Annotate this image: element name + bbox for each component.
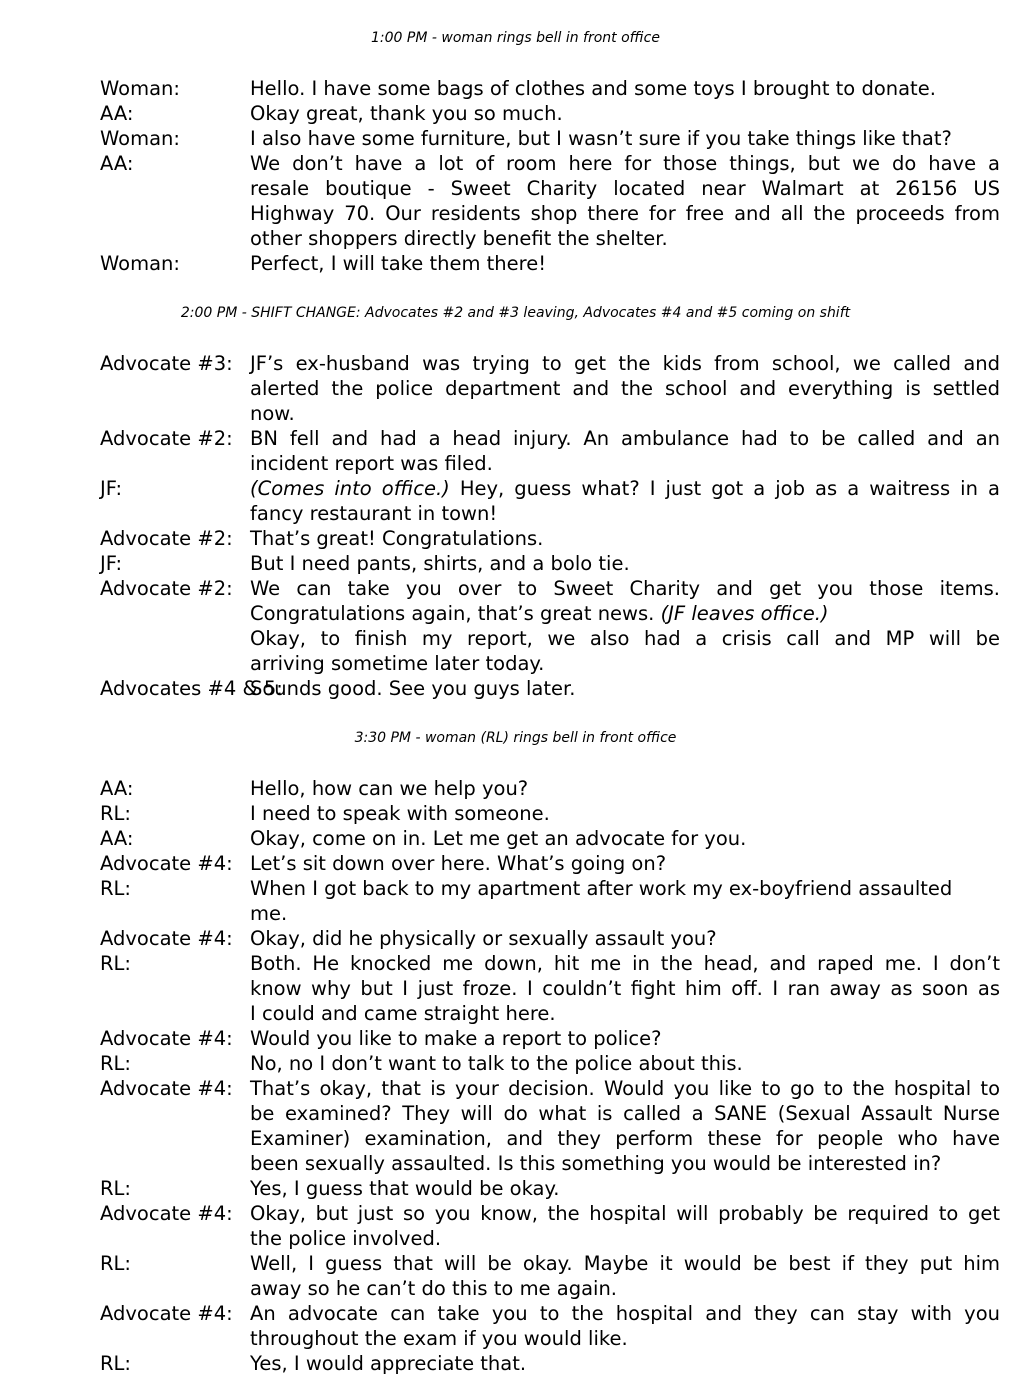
speaker-label: Advocate #4: — [100, 1027, 233, 1050]
speech-text: BN fell and had a head injury. An ambulance had to be called and an — [250, 427, 1000, 450]
speaker-label: JF: — [100, 552, 123, 575]
dialogue-line — [0, 101, 1031, 126]
dialogue-text — [250, 1026, 1000, 1051]
speech-text: Highway 70. Our residents shop there for free and all the proceeds from — [250, 202, 1000, 225]
dialogue-line — [0, 1176, 1031, 1201]
dialogue-line — [0, 1301, 1031, 1326]
speaker-label: RL: — [100, 1052, 131, 1075]
dialogue-text — [250, 1276, 1000, 1301]
speech-text: Hey, guess what? I just got a job as a waitress in a — [449, 477, 1000, 500]
dialogue-text — [250, 1076, 1000, 1101]
speech-text: the police involved. — [250, 1227, 442, 1250]
speech-text: fancy restaurant in town! — [250, 502, 498, 525]
dialogue-line — [0, 251, 1031, 276]
speech-text: I also have some furniture, but I wasn’t sure if you take things like that? — [250, 127, 952, 150]
speaker-label: RL: — [100, 1352, 131, 1375]
dialogue-line — [0, 901, 1031, 926]
speaker-label: Advocate #4: — [100, 1302, 233, 1325]
dialogue-line — [0, 476, 1031, 501]
dialogue-line — [0, 826, 1031, 851]
dialogue-line — [0, 551, 1031, 576]
dialogue-text — [250, 526, 1000, 551]
speech-text: alerted the police department and the school and everything is settled — [250, 377, 1000, 400]
speech-text: Okay, did he physically or sexually assault you? — [250, 927, 717, 950]
speech-text: But I need pants, shirts, and a bolo tie. — [250, 552, 630, 575]
speech-text: Well, I guess that will be okay. Maybe it would be best if they put him — [250, 1252, 1000, 1275]
dialogue-text — [250, 376, 1000, 401]
section-330pm-dialogue — [0, 776, 1031, 1376]
dialogue-line — [0, 651, 1031, 676]
dialogue-line — [0, 1226, 1031, 1251]
dialogue-text — [250, 926, 1000, 951]
dialogue-text — [250, 576, 1000, 601]
speech-text: other shoppers directly benefit the shelter. — [250, 227, 668, 250]
dialogue-text — [250, 451, 1000, 476]
dialogue-text — [250, 1351, 1000, 1376]
dialogue-text — [250, 551, 1000, 576]
speech-text: away so he can’t do this to me again. — [250, 1277, 618, 1300]
dialogue-line — [0, 576, 1031, 601]
dialogue-text — [250, 176, 1000, 201]
speech-text: Okay, to finish my report, we also had a crisis call and MP will be — [250, 627, 1000, 650]
dialogue-text — [250, 951, 1000, 976]
speaker-label: AA: — [100, 827, 134, 850]
stage-direction: (JF leaves office.) — [660, 602, 829, 625]
speech-text: Both. He knocked me down, hit me in the head, and raped me. I don’t — [250, 952, 1000, 975]
dialogue-line — [0, 76, 1031, 101]
dialogue-text — [250, 126, 1000, 151]
dialogue-text — [250, 426, 1000, 451]
speech-text: be examined? They will do what is called a SANE (Sexual Assault Nurse — [250, 1102, 1000, 1125]
speaker-label: RL: — [100, 1177, 131, 1200]
dialogue-text — [250, 101, 1000, 126]
speaker-label: Advocate #2: — [100, 577, 233, 600]
dialogue-text — [250, 476, 1000, 501]
dialogue-line — [0, 851, 1031, 876]
dialogue-line — [0, 1276, 1031, 1301]
dialogue-text — [250, 1126, 1000, 1151]
dialogue-text — [250, 151, 1000, 176]
dialogue-text — [250, 1001, 1000, 1026]
dialogue-line — [0, 601, 1031, 626]
speaker-label: Woman: — [100, 252, 180, 275]
speaker-label: RL: — [100, 1252, 131, 1275]
dialogue-line — [0, 676, 1031, 701]
dialogue-text — [250, 601, 1000, 626]
dialogue-line — [0, 1251, 1031, 1276]
dialogue-line — [0, 401, 1031, 426]
speech-text: Okay great, thank you so much. — [250, 102, 563, 125]
dialogue-line — [0, 1051, 1031, 1076]
speech-text: know why but I just froze. I couldn’t fight him off. I ran away as soon as — [250, 977, 1000, 1000]
stage-direction: (Comes into office.) — [250, 477, 450, 500]
dialogue-line — [0, 876, 1031, 901]
dialogue-text — [250, 76, 1000, 101]
speaker-label: Woman: — [100, 127, 180, 150]
dialogue-line — [0, 1126, 1031, 1151]
speaker-label: RL: — [100, 952, 131, 975]
speech-text: When I got back to my apartment after work my ex-boyfriend assaulted — [250, 877, 953, 900]
speech-text: That’s okay, that is your decision. Would you like to go to the hospital to — [250, 1077, 1000, 1100]
speech-text: resale boutique - Sweet Charity located near Walmart at 26156 US — [250, 177, 1000, 200]
speaker-label: Advocates #4 & 5: — [100, 677, 283, 700]
speech-text: That’s great! Congratulations. — [250, 527, 544, 550]
speaker-label: Advocate #4: — [100, 1202, 233, 1225]
speech-text: I need to speak with someone. — [250, 802, 550, 825]
speaker-label: AA: — [100, 102, 134, 125]
dialogue-line — [0, 1026, 1031, 1051]
speech-text: An advocate can take you to the hospital and they can stay with you — [250, 1302, 1000, 1325]
speech-text: Hello, how can we help you? — [250, 777, 529, 800]
speaker-label: AA: — [100, 777, 134, 800]
speech-text: Congratulations again, that’s great news. — [250, 602, 661, 625]
dialogue-text — [250, 201, 1000, 226]
speech-text: We can take you over to Sweet Charity and get you those items. — [250, 577, 1000, 600]
dialogue-line — [0, 626, 1031, 651]
speech-text: incident report was filed. — [250, 452, 493, 475]
dialogue-text — [250, 351, 1000, 376]
speaker-label: Advocate #3: — [100, 352, 233, 375]
speech-text: Examiner) examination, and they perform these for people who have — [250, 1127, 1000, 1150]
speech-text: I could and came straight here. — [250, 1002, 556, 1025]
dialogue-line — [0, 376, 1031, 401]
speech-text: Yes, I guess that would be okay. — [250, 1177, 560, 1200]
dialogue-text — [250, 876, 1000, 901]
dialogue-line — [0, 126, 1031, 151]
speech-text: Perfect, I will take them there! — [250, 252, 547, 275]
section-1pm-dialogue — [0, 76, 1031, 276]
dialogue-text — [250, 851, 1000, 876]
speech-text: arriving sometime later today. — [250, 652, 545, 675]
dialogue-text — [250, 651, 1000, 676]
dialogue-text — [250, 501, 1000, 526]
speaker-label: AA: — [100, 152, 134, 175]
speaker-label: Advocate #4: — [100, 1077, 233, 1100]
speech-text: Would you like to make a report to police? — [250, 1027, 662, 1050]
dialogue-text — [250, 251, 1000, 276]
dialogue-line — [0, 151, 1031, 176]
dialogue-text — [250, 401, 1000, 426]
dialogue-line — [0, 801, 1031, 826]
dialogue-text — [250, 901, 1000, 926]
dialogue-line — [0, 1076, 1031, 1101]
speech-text: Yes, I would appreciate that. — [250, 1352, 527, 1375]
speech-text: Sounds good. See you guys later. — [250, 677, 576, 700]
dialogue-text — [250, 776, 1000, 801]
speech-text: Let’s sit down over here. What’s going on? — [250, 852, 667, 875]
dialogue-line — [0, 1101, 1031, 1126]
dialogue-line — [0, 976, 1031, 1001]
dialogue-line — [0, 176, 1031, 201]
dialogue-text — [250, 1251, 1000, 1276]
speech-text: throughout the exam if you would like. — [250, 1327, 628, 1350]
dialogue-text — [250, 626, 1000, 651]
speech-text: Okay, come on in. Let me get an advocate for you. — [250, 827, 747, 850]
dialogue-line — [0, 926, 1031, 951]
dialogue-text — [250, 676, 1000, 701]
dialogue-text — [250, 1226, 1000, 1251]
dialogue-text — [250, 1326, 1000, 1351]
speech-text: JF’s ex-husband was trying to get the kids from school, we called and — [250, 352, 1000, 375]
dialogue-line — [0, 426, 1031, 451]
speaker-label: RL: — [100, 802, 131, 825]
speech-text: me. — [250, 902, 288, 925]
dialogue-text — [250, 976, 1000, 1001]
dialogue-line — [0, 526, 1031, 551]
dialogue-text — [250, 801, 1000, 826]
speech-text: We don’t have a lot of room here for those things, but we do have a — [250, 152, 1000, 175]
dialogue-text — [250, 1301, 1000, 1326]
speaker-label: Advocate #4: — [100, 852, 233, 875]
dialogue-line — [0, 1326, 1031, 1351]
section-heading-330pm: 3:30 PM - woman (RL) rings bell in front office — [354, 730, 677, 746]
dialogue-text — [250, 1176, 1000, 1201]
dialogue-text — [250, 1101, 1000, 1126]
speech-text: now. — [250, 402, 295, 425]
section-heading-2pm-shift-change: 2:00 PM - SHIFT CHANGE: Advocates #2 and #3 leaving, Advocates #4 and #5 coming on shift — [180, 305, 851, 321]
dialogue-line — [0, 1001, 1031, 1026]
speech-text: No, no I don’t want to talk to the police about this. — [250, 1052, 743, 1075]
speech-text: Okay, but just so you know, the hospital will probably be required to get — [250, 1202, 1000, 1225]
dialogue-line — [0, 226, 1031, 251]
dialogue-line — [0, 201, 1031, 226]
dialogue-line — [0, 776, 1031, 801]
dialogue-text — [250, 1201, 1000, 1226]
dialogue-line — [0, 951, 1031, 976]
speaker-label: JF: — [100, 477, 123, 500]
speaker-label: Advocate #2: — [100, 527, 233, 550]
dialogue-line — [0, 1201, 1031, 1226]
speaker-label: Woman: — [100, 77, 180, 100]
dialogue-line — [0, 1151, 1031, 1176]
speaker-label: RL: — [100, 877, 131, 900]
dialogue-line — [0, 1351, 1031, 1376]
section-2pm-dialogue — [0, 351, 1031, 701]
dialogue-line — [0, 451, 1031, 476]
dialogue-line — [0, 351, 1031, 376]
speech-text: been sexually assaulted. Is this something you would be interested in? — [250, 1152, 942, 1175]
dialogue-text — [250, 1051, 1000, 1076]
dialogue-text — [250, 226, 1000, 251]
dialogue-text — [250, 1151, 1000, 1176]
speech-text: Hello. I have some bags of clothes and some toys I brought to donate. — [250, 77, 936, 100]
section-heading-1pm: 1:00 PM - woman rings bell in front office — [371, 30, 660, 46]
speaker-label: Advocate #2: — [100, 427, 233, 450]
speaker-label: Advocate #4: — [100, 927, 233, 950]
dialogue-line — [0, 501, 1031, 526]
dialogue-text — [250, 826, 1000, 851]
